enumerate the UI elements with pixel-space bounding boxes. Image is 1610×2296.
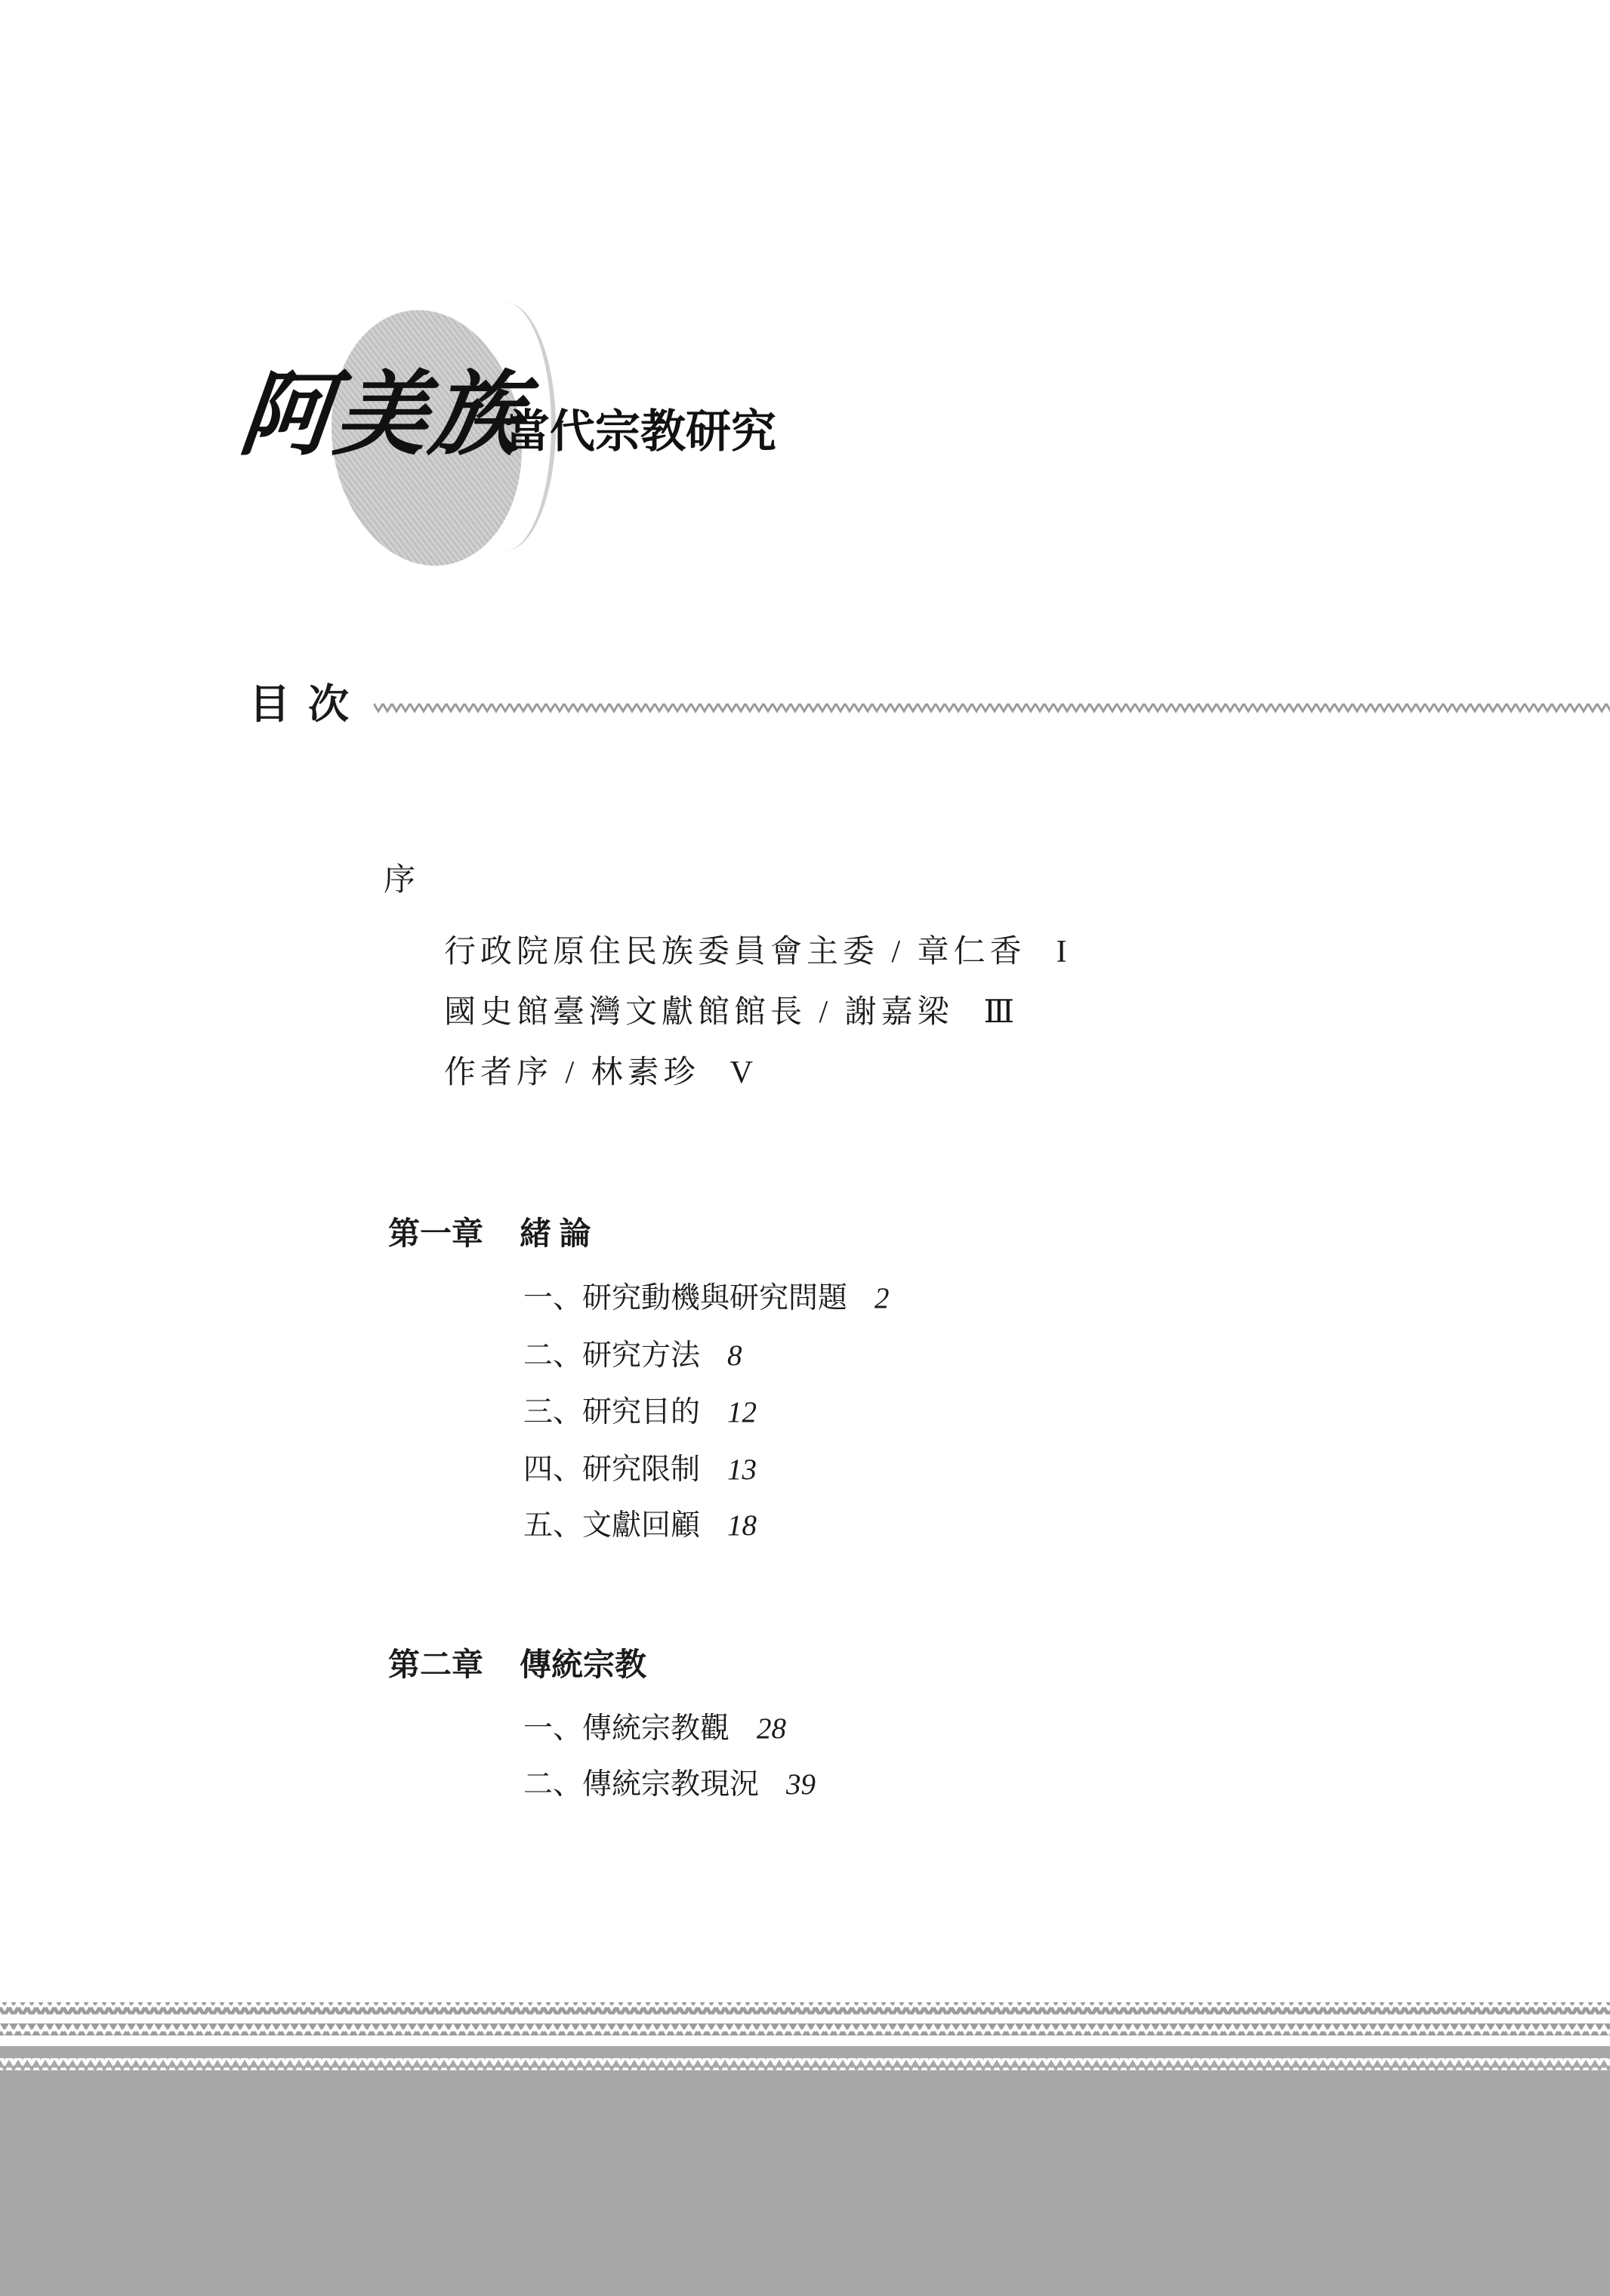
preface-heading: 序 bbox=[384, 863, 421, 898]
wavy-divider bbox=[374, 696, 1610, 719]
toc-entry[interactable] bbox=[444, 1057, 753, 1089]
book-subtitle: 當代宗教研究 bbox=[504, 407, 776, 457]
toc-entry-label: 國史館臺灣文獻館館長 / 謝嘉梁 bbox=[444, 995, 954, 1030]
toc-entry[interactable] bbox=[444, 936, 1067, 968]
toc-entry[interactable] bbox=[523, 1455, 757, 1484]
toc-heading: 目次 bbox=[249, 682, 367, 727]
toc-entry[interactable] bbox=[523, 1770, 816, 1799]
footer-gray-band bbox=[0, 2076, 1610, 2296]
toc-entry-label: 一、傳統宗教觀 bbox=[523, 1712, 730, 1745]
toc-entry-label: 二、傳統宗教現況 bbox=[523, 1768, 760, 1801]
toc-entry[interactable] bbox=[523, 1284, 890, 1313]
toc-entry[interactable] bbox=[523, 1398, 757, 1427]
toc-entry-label: 五、文獻回顧 bbox=[523, 1509, 701, 1542]
chapter-heading[interactable] bbox=[388, 1650, 646, 1681]
chapter-title: 傳統宗教 bbox=[520, 1648, 647, 1683]
toc-entry-page: I bbox=[1056, 935, 1067, 969]
chapter-title: 緒 論 bbox=[520, 1217, 591, 1252]
toc-entry-page: 8 bbox=[727, 1339, 742, 1372]
toc-entry-label: 行政院原住民族委員會主委 / 章仁香 bbox=[444, 935, 1026, 969]
chapter-number: 第二章 bbox=[388, 1648, 484, 1683]
toc-entry[interactable] bbox=[523, 1714, 786, 1743]
toc-entry-page: Ⅲ bbox=[983, 995, 1015, 1030]
toc-entry-label: 作者序 / 林素珍 bbox=[444, 1056, 700, 1090]
toc-entry-label: 二、研究方法 bbox=[523, 1339, 701, 1372]
chapter-number: 第一章 bbox=[388, 1217, 484, 1252]
toc-entry[interactable] bbox=[523, 1511, 757, 1540]
toc-entry-page: 28 bbox=[757, 1712, 787, 1745]
book-title-calligraphy: 阿美族 bbox=[234, 365, 532, 467]
toc-entry-page: 12 bbox=[727, 1396, 757, 1428]
toc-entry[interactable] bbox=[444, 997, 1014, 1028]
toc-entry-label: 一、研究動機與研究問題 bbox=[523, 1282, 848, 1314]
toc-entry-page: 39 bbox=[786, 1768, 816, 1801]
toc-entry-label: 三、研究目的 bbox=[523, 1396, 701, 1428]
toc-entry-page: 18 bbox=[727, 1509, 757, 1542]
footer-wavy-lines bbox=[0, 1993, 1610, 2091]
toc-entry[interactable] bbox=[523, 1341, 742, 1370]
toc-entry-label: 四、研究限制 bbox=[523, 1453, 701, 1486]
toc-entry-page: 2 bbox=[874, 1282, 890, 1314]
toc-entry-page: 13 bbox=[727, 1453, 757, 1486]
chapter-heading[interactable] bbox=[388, 1219, 591, 1250]
toc-entry-page: V bbox=[729, 1056, 754, 1090]
